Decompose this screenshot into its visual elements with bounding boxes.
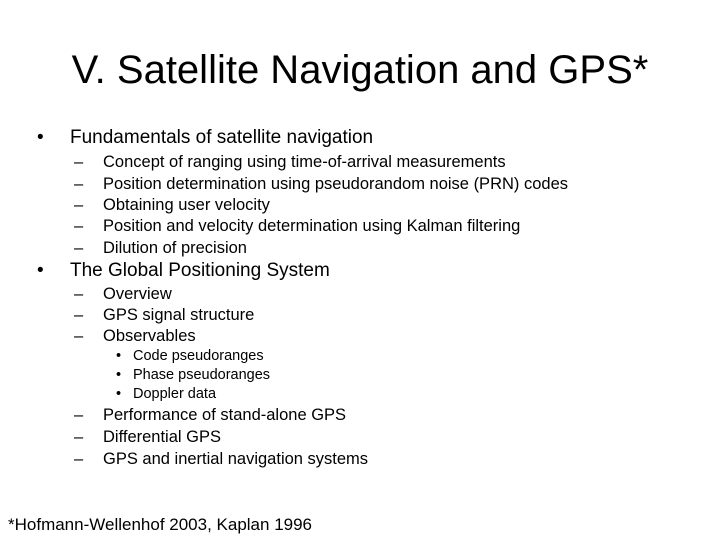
dash-marker: – bbox=[74, 327, 84, 345]
slide-title: V. Satellite Navigation and GPS* bbox=[71, 48, 649, 92]
bullet-marker: • bbox=[116, 386, 122, 402]
dash-marker: – bbox=[74, 217, 84, 235]
sub-list-item bbox=[116, 347, 264, 365]
bullet-marker: • bbox=[37, 127, 44, 148]
list-item bbox=[74, 326, 196, 346]
list-item bbox=[74, 195, 270, 215]
list-item bbox=[74, 405, 347, 425]
dash-marker: – bbox=[74, 239, 84, 257]
dash-marker: – bbox=[74, 285, 84, 303]
sub-list-item-text: Doppler data bbox=[133, 386, 217, 402]
list-item bbox=[74, 305, 255, 325]
list-item-text: Concept of ranging using time-of-arrival measurements bbox=[103, 153, 506, 171]
list-item-text: GPS and inertial navigation systems bbox=[103, 450, 369, 468]
list-item-text: Performance of stand-alone GPS bbox=[103, 406, 347, 424]
dash-marker: – bbox=[74, 196, 84, 214]
dash-marker: – bbox=[74, 306, 84, 324]
list-item-text: Position determination using pseudorandom noise (PRN) codes bbox=[103, 175, 569, 193]
section-gps bbox=[37, 260, 330, 282]
list-item-text: Observables bbox=[103, 327, 196, 345]
section-fundamentals bbox=[37, 127, 374, 149]
dash-marker: – bbox=[74, 175, 84, 193]
list-item bbox=[74, 449, 369, 469]
list-item-text: Differential GPS bbox=[103, 428, 221, 446]
list-item bbox=[74, 174, 569, 194]
list-item bbox=[74, 216, 521, 236]
sub-list-item bbox=[116, 385, 217, 403]
footnote: *Hofmann-Wellenhof 2003, Kaplan 1996 bbox=[8, 515, 313, 534]
list-item bbox=[74, 152, 506, 172]
list-item-text: Position and velocity determination using Kalman filtering bbox=[103, 217, 521, 235]
sub-list-item-text: Phase pseudoranges bbox=[133, 367, 271, 383]
list-item bbox=[74, 284, 172, 304]
dash-marker: – bbox=[74, 153, 84, 171]
section-label: Fundamentals of satellite navigation bbox=[70, 127, 374, 148]
sub-list-item bbox=[116, 366, 271, 384]
sub-list-item-text: Code pseudoranges bbox=[133, 348, 264, 364]
dash-marker: – bbox=[74, 450, 84, 468]
list-item bbox=[74, 238, 247, 258]
list-item bbox=[74, 427, 221, 447]
dash-marker: – bbox=[74, 406, 84, 424]
list-item-text: Overview bbox=[103, 285, 172, 303]
list-item-text: GPS signal structure bbox=[103, 306, 255, 324]
section-label: The Global Positioning System bbox=[70, 260, 330, 281]
dash-marker: – bbox=[74, 428, 84, 446]
bullet-marker: • bbox=[116, 348, 122, 364]
bullet-marker: • bbox=[37, 260, 44, 281]
list-item-text: Dilution of precision bbox=[103, 239, 247, 257]
bullet-marker: • bbox=[116, 367, 122, 383]
list-item-text: Obtaining user velocity bbox=[103, 196, 270, 214]
